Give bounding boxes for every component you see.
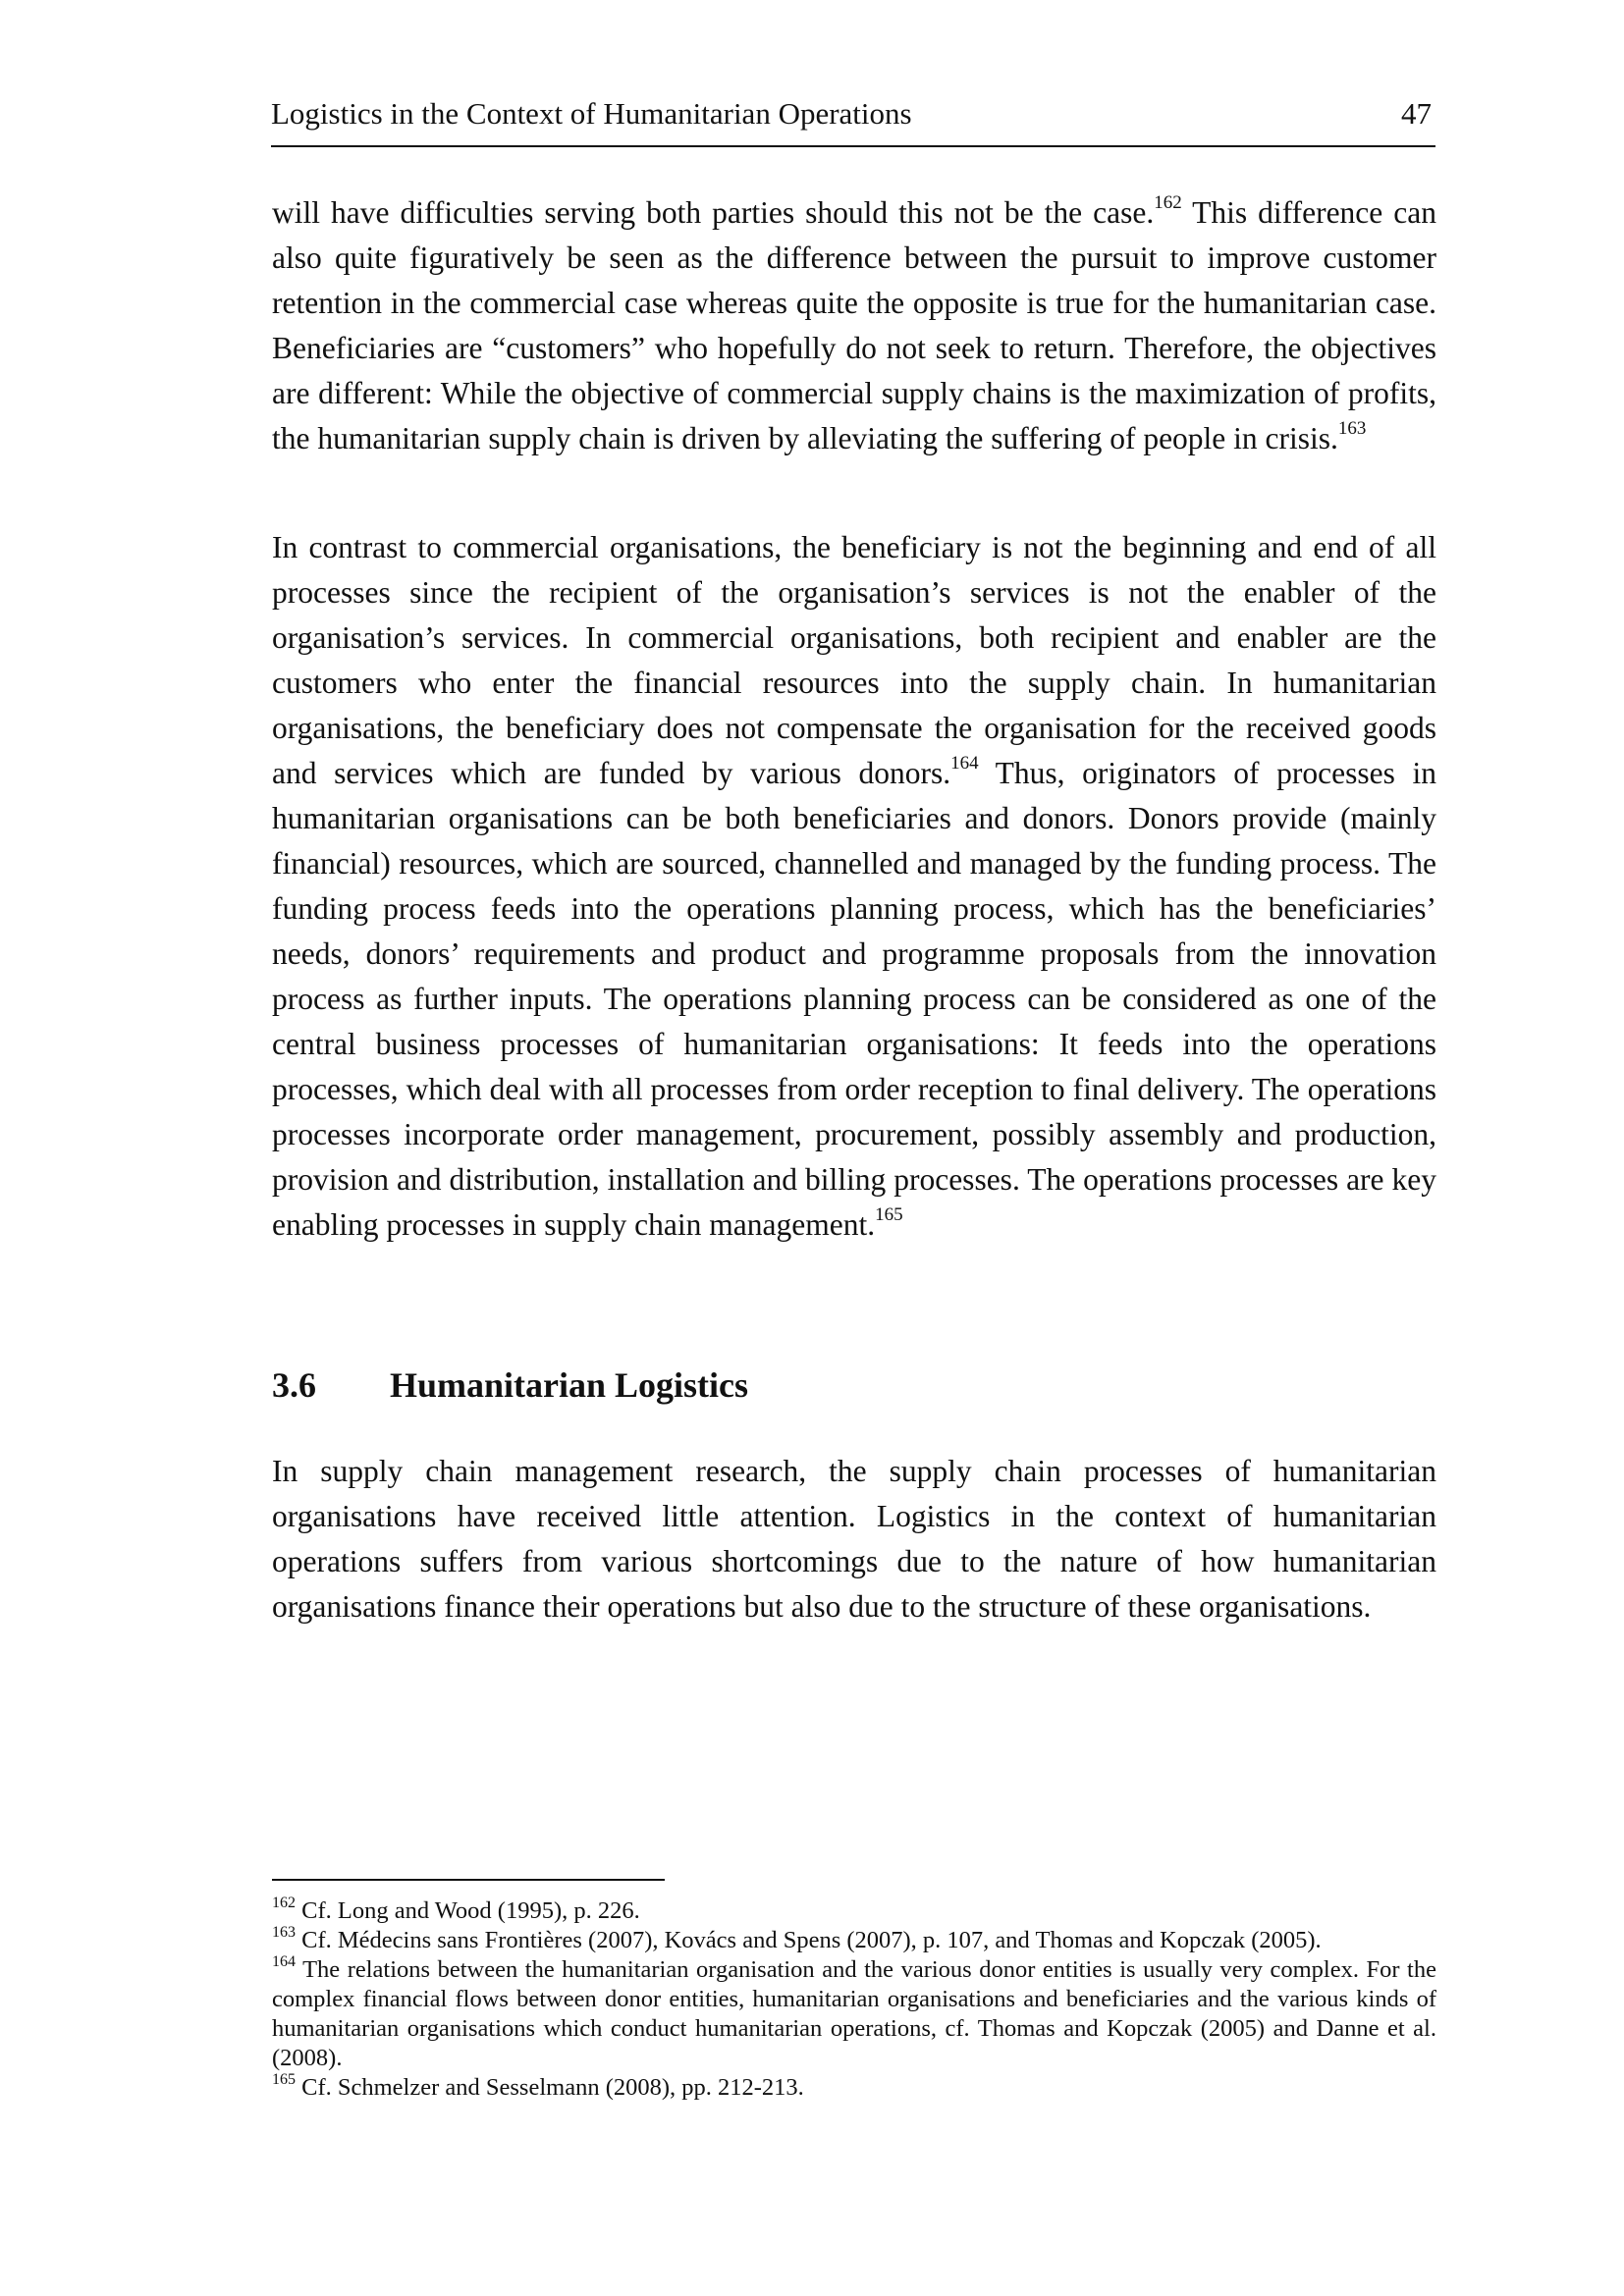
footnote-165 [272,2070,1436,2103]
footnote-number: 164 [272,1952,296,1970]
footnote-ref-165: 165 [875,1203,903,1225]
footnote-number: 165 [272,2070,296,2088]
footnote-163 [272,1923,1436,1955]
footnote-ref-162: 162 [1154,191,1182,213]
footnote-ref-163: 163 [1337,417,1367,439]
paragraph-2-text-a: In contrast to commercial organisations, the beneficiary is not the beginning and end of all processes since the recipient of the organisation’s services is not the enabler of the organisation’s services. In commercial organisations, both recipient and enabler are the customers who enter the financial resources into the supply chain. In humanitarian organisations, the beneficiary does not compensate the organisation for the received goods and services which are funded by various donors. [272,530,1436,790]
footnote-text: Cf. Schmelzer and Sesselmann (2008), pp. 212-213. [296,2074,804,2101]
footnote-number: 163 [272,1923,296,1941]
section-number: 3.6 [272,1365,316,1405]
page-number: 47 [1401,96,1432,131]
section-title: Humanitarian Logistics [390,1365,749,1405]
section-heading [272,1362,748,1408]
paragraph-1 [272,190,1436,461]
paragraph-3-text: In supply chain management research, the supply chain processes of humanitarian organisations have received little attention. Logistics in the context of humanitarian operations suffers from various shortcomings due to the nature of how humanitarian organisations finance their operations but also due to the structure of these organisations. [272,1454,1436,1624]
footnote-ref-164: 164 [950,752,979,774]
paragraph-2-text-b: Thus, originators of processes in humanitarian organisations can be both beneficiaries and donors. Donors provide (mainly financial) resources, which are sourced, channelled and managed by the funding process. The funding process feeds into the operations planning process, which has the beneficiaries’ needs, donors’ requirements and product and programme proposals from the innovation process as further inputs. The operations planning process can be considered as one of the central business processes of humanitarian organisations: It feeds into the operations processes, which deal with all processes from order reception to final delivery. The operations processes incorporate order management, procurement, possibly assembly and production, provision and distribution, installation and billing processes. The operations processes are key enabling processes in supply chain management. [272,756,1436,1242]
paragraph-1-text-b: This difference can also quite figuratively be seen as the difference between the pursuit to improve customer retention in the commercial case whereas quite the opposite is true for the humanitarian case. Beneficiaries are “customers” who hopefully do not seek to return. Therefore, the objectives are different: While the objective of commercial supply chains is the maximization of profits, the humanitarian supply chain is driven by alleviating the suffering of people in crisis. [272,195,1436,455]
header-title: Logistics in the Context of Humanitarian Operations [271,96,912,131]
footnote-text: The relations between the humanitarian organisation and the various donor entities is usually very complex. For the complex financial flows between donor entities, humanitarian organisations and beneficiaries and the various kinds of humanitarian organisations which conduct humanitarian operations, cf. Thomas and Kopczak (2005) and Danne et al. (2008). [272,1956,1436,2071]
footnote-162 [272,1896,1436,1926]
paragraph-2 [272,525,1436,1248]
running-header [271,94,1435,147]
footnote-text: Cf. Long and Wood (1995), p. 226. [296,1897,640,1924]
paragraph-1-text-a: will have difficulties serving both parties should this not be the case. [272,195,1155,230]
footnote-divider [272,1879,665,1881]
footnote-text: Cf. Médecins sans Frontières (2007), Kovács and Spens (2007), p. 107, and Thomas and Kopczak (2005). [296,1927,1322,1953]
paragraph-3 [272,1449,1436,1629]
footnote-164 [272,1952,1436,2073]
footnotes [272,1896,1436,2103]
footnote-number: 162 [272,1894,296,1911]
